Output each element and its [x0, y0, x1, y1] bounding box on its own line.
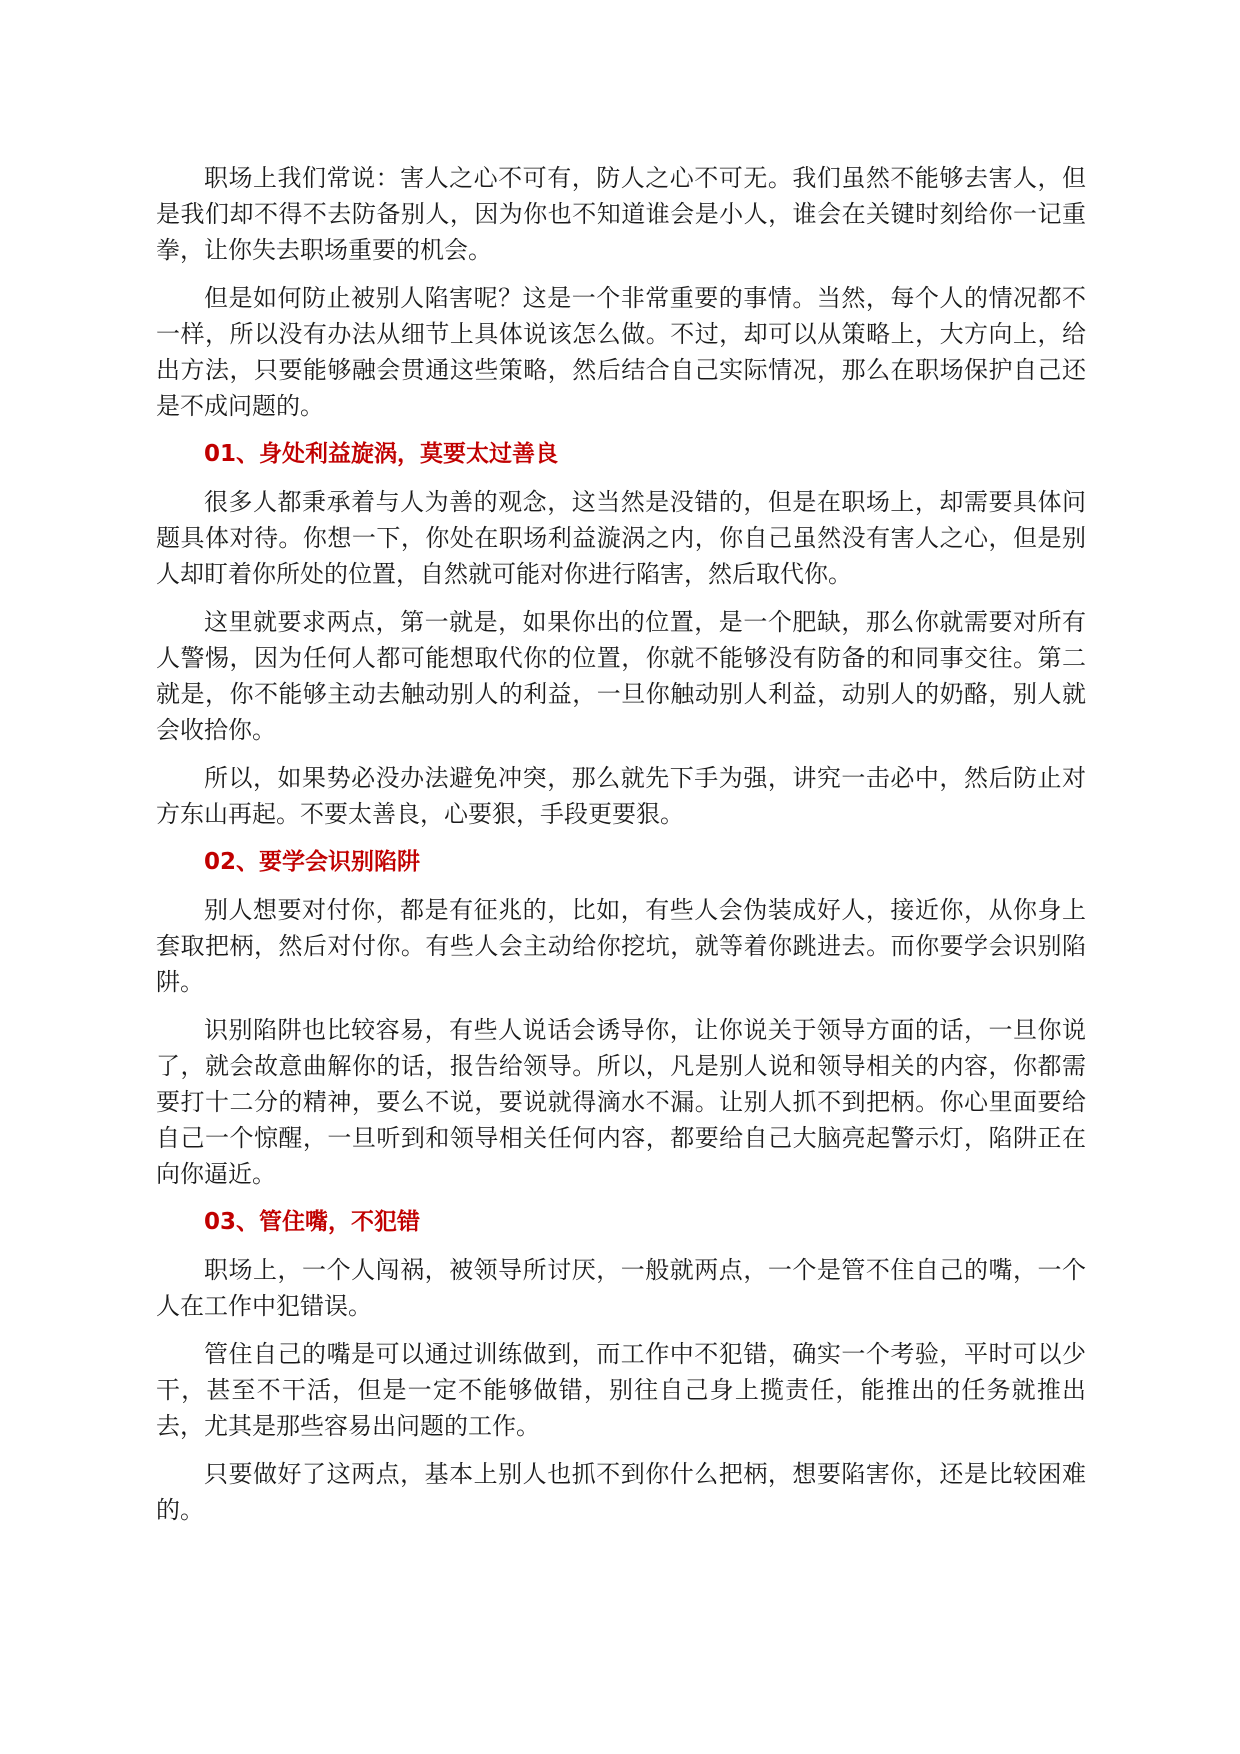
section-heading-03: 03、管住嘴，不犯错 — [204, 1209, 421, 1235]
article-body — [156, 160, 1086, 1540]
section-heading-01: 01、身处利益旋涡，莫要太过善良 — [204, 441, 559, 467]
paragraph-section3-1: 职场上，一个人闯祸，被领导所讨厌，一般就两点，一个是管不住自己的嘴，一个人在工作中犯错误。 — [156, 1256, 1086, 1320]
paragraph-section2-2: 识别陷阱也比较容易，有些人说话会诱导你，让你说关于领导方面的话，一旦你说了，就会故意曲解你的话，报告给领导。所以，凡是别人说和领导相关的内容，你都需要打十二分的精神，要么不说，要说就得滴水不漏。让别人抓不到把柄。你心里面要给自己一个惊醒，一旦听到和领导相关任何内容，都要给自己大脑亮起警示灯，陷阱正在向你逼近。 — [156, 1016, 1086, 1188]
paragraph-section3-2: 管住自己的嘴是可以通过训练做到，而工作中不犯错，确实一个考验，平时可以少干，甚至不干活，但是一定不能够做错，别往自己身上揽责任，能推出的任务就推出去，尤其是那些容易出问题的工作。 — [156, 1340, 1086, 1440]
paragraph-section3-3: 只要做好了这两点，基本上别人也抓不到你什么把柄，想要陷害你，还是比较困难的。 — [156, 1460, 1086, 1524]
paragraph-section1-2: 这里就要求两点，第一就是，如果你出的位置，是一个肥缺，那么你就需要对所有人警惕，因为任何人都可能想取代你的位置，你就不能够没有防备的和同事交往。第二就是，你不能够主动去触动别人的利益，一旦你触动别人利益，动别人的奶酪，别人就会收拾你。 — [156, 608, 1086, 744]
paragraph-section2-1: 别人想要对付你，都是有征兆的，比如，有些人会伪装成好人，接近你，从你身上套取把柄，然后对付你。有些人会主动给你挖坑，就等着你跳进去。而你要学会识别陷阱。 — [156, 896, 1086, 996]
paragraph-intro-1: 职场上我们常说：害人之心不可有，防人之心不可无。我们虽然不能够去害人，但是我们却不得不去防备别人，因为你也不知道谁会是小人，谁会在关键时刻给你一记重拳，让你失去职场重要的机会。 — [156, 164, 1086, 264]
paragraph-section1-3: 所以，如果势必没办法避免冲突，那么就先下手为强，讲究一击必中，然后防止对方东山再起。不要太善良，心要狠，手段更要狠。 — [156, 764, 1086, 828]
section-heading-02: 02、要学会识别陷阱 — [204, 849, 421, 875]
paragraph-section1-1: 很多人都秉承着与人为善的观念，这当然是没错的，但是在职场上，却需要具体问题具体对待。你想一下，你处在职场利益漩涡之内，你自己虽然没有害人之心，但是别人却盯着你所处的位置，自然就可能对你进行陷害，然后取代你。 — [156, 488, 1086, 588]
paragraph-intro-2: 但是如何防止被别人陷害呢？这是一个非常重要的事情。当然，每个人的情况都不一样，所以没有办法从细节上具体说该怎么做。不过，却可以从策略上，大方向上，给出方法，只要能够融会贯通这些策略，然后结合自己实际情况，那么在职场保护自己还是不成问题的。 — [156, 284, 1086, 420]
